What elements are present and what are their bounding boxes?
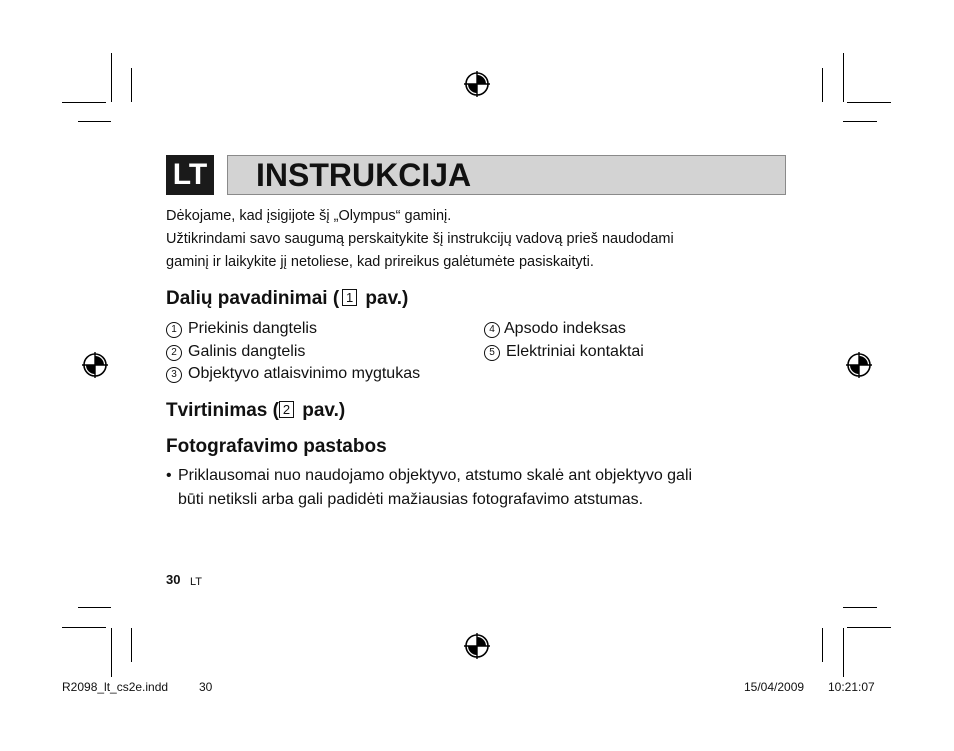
item-number: 3: [166, 367, 182, 383]
crop-mark: [111, 53, 112, 102]
page-title: INSTRUKCIJA: [256, 157, 472, 193]
crop-mark: [78, 121, 111, 122]
crop-mark: [111, 628, 112, 677]
item-number: 5: [484, 345, 500, 361]
registration-mark-icon: [464, 71, 490, 97]
list-item: 1 Priekinis dangtelis: [166, 319, 317, 339]
file-page: 30: [199, 680, 213, 694]
crop-mark: [847, 627, 891, 628]
registration-mark-icon: [82, 352, 108, 378]
crop-mark: [62, 102, 106, 103]
section-heading-notes: Fotografavimo pastabos: [166, 436, 387, 457]
item-number: 4: [484, 322, 500, 338]
figure-number-box: 2: [279, 401, 294, 418]
crop-mark: [843, 628, 844, 677]
crop-mark: [131, 628, 132, 662]
list-item: 5 Elektriniai kontaktai: [484, 342, 644, 362]
crop-mark: [822, 628, 823, 662]
item-number: 2: [166, 345, 182, 361]
crop-mark: [62, 627, 106, 628]
title-bar: [227, 155, 786, 195]
crop-mark: [131, 68, 132, 102]
note-line: Priklausomai nuo naudojamo objektyvo, atstumo skalė ant objektyvo gali: [178, 467, 693, 484]
crop-mark: [843, 53, 844, 102]
print-time: 10:21:07: [828, 680, 875, 694]
intro-line: gaminį ir laikykite jį netoliese, kad prireikus galėtumėte pasiskaityti.: [166, 254, 594, 270]
list-item: 3 Objektyvo atlaisvinimo mygtukas: [166, 364, 420, 384]
print-date: 15/04/2009: [744, 680, 805, 694]
registration-mark-icon: [464, 633, 490, 659]
page-language: LT: [190, 576, 203, 588]
crop-mark: [847, 102, 891, 103]
crop-mark: [822, 68, 823, 102]
intro-line: Dėkojame, kad įsigijote šį „Olympus“ gaminį.: [166, 208, 452, 224]
list-item: 2 Galinis dangtelis: [166, 342, 305, 362]
list-item: 4 Apsodo indeksas: [484, 319, 626, 339]
section-heading-parts: Dalių pavadinimai ( 1 pav.): [166, 288, 409, 309]
note-line: būti netiksli arba gali padidėti mažiausias fotografavimo atstumas.: [178, 491, 644, 508]
section-heading-attach: Tvirtinimas ( 2 pav.): [166, 400, 346, 421]
language-badge: LT: [166, 155, 214, 195]
figure-number-box: 1: [342, 289, 357, 306]
intro-line: Užtikrindami savo saugumą perskaitykite šį instrukcijų vadovą prieš naudodami: [166, 231, 674, 247]
item-number: 1: [166, 322, 182, 338]
registration-mark-icon: [846, 352, 872, 378]
crop-mark: [843, 121, 877, 122]
crop-mark: [78, 607, 111, 608]
crop-mark: [843, 607, 877, 608]
bullet-marker: •: [166, 467, 172, 484]
page-number: 30: [166, 572, 181, 587]
file-name: R2098_lt_cs2e.indd: [62, 680, 169, 694]
